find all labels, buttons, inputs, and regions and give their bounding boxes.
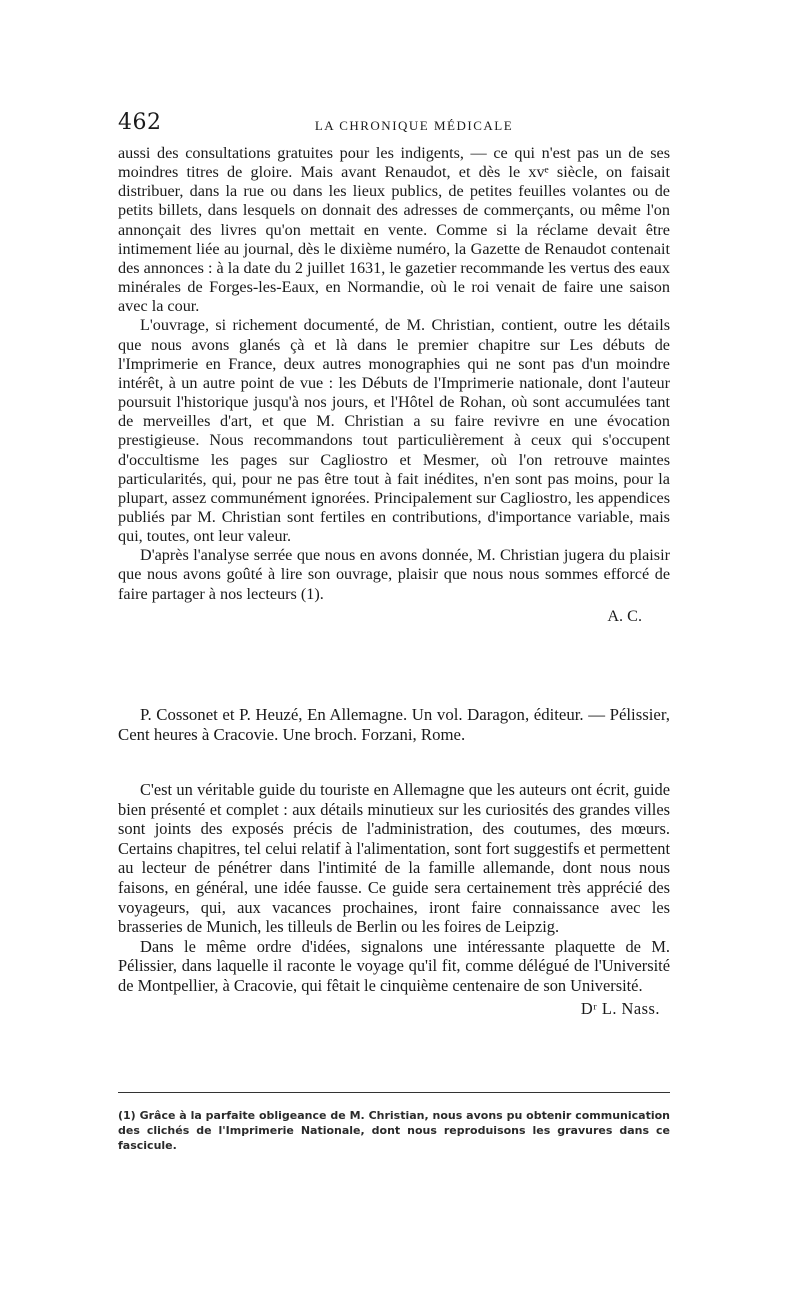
paragraph-christian-work: L'ouvrage, si richement documenté, de M. Christian, contient, outre les détails que nous avons glanés çà et là dans le premier chapitre sur Les débuts de l'Imprimerie en France, deux autres monographies qui ne sont pas d'un moindre intérêt, à un autre point de vue : les Débuts de l'Imprimerie nationale, dont l'auteur poursuit l'historique jusqu'à nos jours, et l'Hôtel de Rohan, où sont accumulées tant de merveilles d'art, et que M. Christian a su faire revivre en une évocation prestigieuse. Nous recommandons tout particulièrement à ceux qui s'occupent d'occultisme les pages sur Cagliostro et Mesmer, où l'on retrouve maintes particularités, qui, pour ne pas être tout à fait inédites, n'en sont pas moins, pour la plupart, assez communément ignorées. Principalement sur Cagliostro, les appendices publiés par M. Christian sont fertiles en contributions, d'importance variable, mais qui, toutes, ont leur valeur. bbox=[118, 316, 670, 546]
paragraph-conclusion: D'après l'analyse serrée que nous en avons donnée, M. Christian jugera du plaisir que nous avons goûté à lire son ouvrage, plaisir que nous nous sommes efforcé de faire partager à nos lecteurs (1). bbox=[118, 546, 670, 603]
page-number: 462 bbox=[118, 110, 162, 135]
paragraph-cracovie: Dans le même ordre d'idées, signalons une intéressante plaquette de M. Pélissier, dans laquelle il raconte le voyage qu'il fit, comme délégué de l'Université de Montpellier, à Cracovie, qui fêtait le cinquième centenaire de son Université. bbox=[118, 936, 670, 995]
running-title: LA CHRONIQUE MÉDICALE bbox=[314, 118, 514, 133]
review-section-christian bbox=[118, 144, 670, 626]
review-section-allemagne bbox=[118, 780, 670, 1018]
paragraph-renaudot: aussi des consultations gratuites pour les indigents, — ce qui n'est pas un de ses moindres titres de gloire. Mais avant Renaudot, et dès le xvᵉ siècle, on faisait distribuer, dans la rue ou dans les lieux publics, de petites feuilles volantes ou de petits billets, dans lesquels on donnait des adresses de commerçants, ou même l'on annonçait des livres qu'on mettait en vente. Comme si la réclame devait être intimement liée au journal, dès le dixième numéro, la Gazette de Renaudot contenait des annonces : à la date du 2 juillet 1631, le gazetier recommande les vertus des eaux minérales de Forges-les-Eaux, en Normandie, où le roi venait de faire une saison avec la cour. bbox=[118, 144, 670, 316]
signature-ac: A. C. bbox=[607, 606, 642, 625]
bibliographic-entry: P. Cossonet et P. Heuzé, En Allemagne. Un vol. Daragon, éditeur. — Pélissier, Cent heures à Cracovie. Une broch. Forzani, Rome. bbox=[118, 705, 670, 744]
signature-nass: Dʳ L. Nass. bbox=[580, 998, 660, 1018]
footnote: (1) Grâce à la parfaite obligeance de M. Christian, nous avons pu obtenir communication des clichés de l'Imprimerie Nationale, dont nous reproduisons les gravures dans ce fascicule. bbox=[118, 1109, 670, 1152]
page-header bbox=[118, 110, 670, 140]
paragraph-guide-allemagne: C'est un véritable guide du touriste en Allemagne que les auteurs ont écrit, guide bien présenté et complet : aux détails minutieux sur les curiosités des grandes villes sont joints des exposés précis de l'administration, des coutumes, des mœurs. Certains chapitres, tel celui relatif à l'alimentation, sont fort suggestifs et permettent au lecteur de pénétrer dans l'intimité de la famille allemande, dont nous nous faisons, en général, une idée fausse. Ce guide sera certainement très apprécié des voyageurs, qui, aux vacances prochaines, iront faire connaissance avec les brasseries de Munich, les tilleuls de Berlin ou les foires de Leipzig. bbox=[118, 780, 670, 937]
footnote-divider bbox=[118, 1092, 670, 1093]
